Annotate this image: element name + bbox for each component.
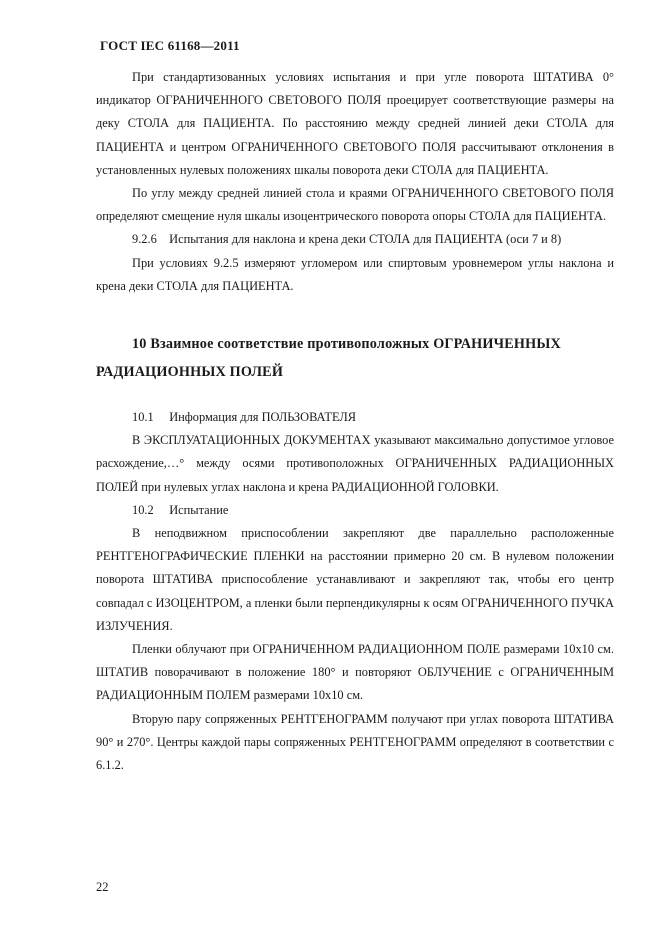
paragraph-user-docs: В ЭКСПЛУАТАЦИОННЫХ ДОКУМЕНТАХ указывают максимально допустимое угловое расхождение,…° между осями противоположных ОГРАНИЧЕННЫХ РАДИАЦИОННЫХ ПОЛЕЙ при нулевых углах наклона и крена РАДИАЦИОННОЙ ГОЛОВКИ. <box>96 433 614 494</box>
section-10-1 <box>96 406 614 429</box>
section-number: 9.2.6 <box>132 232 157 247</box>
paragraph-irradiation: Пленки облучают при ОГРАНИЧЕННОМ РАДИАЦИОННОМ ПОЛЕ размерами 10x10 см. ШТАТИВ поворачивают в положение 180° и повторяют ОБЛУЧЕНИЕ с ОГРАНИЧЕННЫМ РАДИАЦИОННЫМ ПОЛЕМ размерами 10x10 см. <box>96 642 614 703</box>
section-title: Информация для ПОЛЬЗОВАТЕЛЯ <box>169 410 357 425</box>
section-number: 10.2 <box>132 502 154 517</box>
section-title: Испытание <box>169 502 229 517</box>
section-10-2 <box>96 499 614 522</box>
paragraph-tilt-measure: При условиях 9.2.5 измеряют угломером или спиртовым уровнемером углы наклона и крена деки СТОЛА для ПАЦИЕНТА. <box>96 255 614 293</box>
paragraph-field-projection: При стандартизованных условиях испытания и при угле поворота ШТАТИВА 0° индикатор ОГРАНИЧЕННОГО СВЕТОВОГО ПОЛЯ проецирует соответствующие размеры на деку СТОЛА для ПАЦИЕНТА. По расстоянию между средней линией деки СТОЛА для ПАЦИЕНТА и центром ОГРАНИЧЕННОГО СВЕТОВОГО ПОЛЯ рассчитывают отклонения в установленных нулевых положениях шкалы поворота деки СТОЛА для ПАЦИЕНТА. <box>96 70 614 177</box>
paragraph-zero-offset: По углу между средней линией стола и краями ОГРАНИЧЕННОГО СВЕТОВОГО ПОЛЯ определяют смещение нуля шкалы изоцентрического поворота опоры СТОЛА для ПАЦИЕНТА. <box>96 186 614 224</box>
page-number: 22 <box>96 880 109 894</box>
paragraph-second-pair: Вторую пару сопряженных РЕНТГЕНОГРАММ получают при углах поворота ШТАТИВА 90° и 270°. Центры каждой пары сопряженных РЕНТГЕНОГРАММ определяют в соответствии с 6.1.2. <box>96 711 614 773</box>
page-header: ГОСТ IEC 61168—2011 <box>100 38 240 53</box>
section-title: Испытания для наклона и крена деки СТОЛА для ПАЦИЕНТА (оси 7 и 8) <box>169 232 562 247</box>
page-body <box>96 66 614 777</box>
paragraph-fixture-setup: В неподвижном приспособлении закрепляют две параллельно расположенные РЕНТГЕНОГРАФИЧЕСКИЕ ПЛЕНКИ на расстоянии примерно 20 см. В нулевом положении поворота ШТАТИВА приспособление устанавливают и закрепляют так, чтобы его центр совпадал с ИЗОЦЕНТРОМ, а пленки были перпендикулярны к осям ОГРАНИЧЕННОГО ПУЧКА ИЗЛУЧЕНИЯ. <box>96 526 614 633</box>
section-heading-10: 10 Взаимное соответствие противоположных ОГРАНИЧЕННЫХ РАДИАЦИОННЫХ ПОЛЕЙ <box>96 336 561 381</box>
section-number: 10.1 <box>132 410 154 425</box>
section-9-2-6 <box>96 228 614 251</box>
